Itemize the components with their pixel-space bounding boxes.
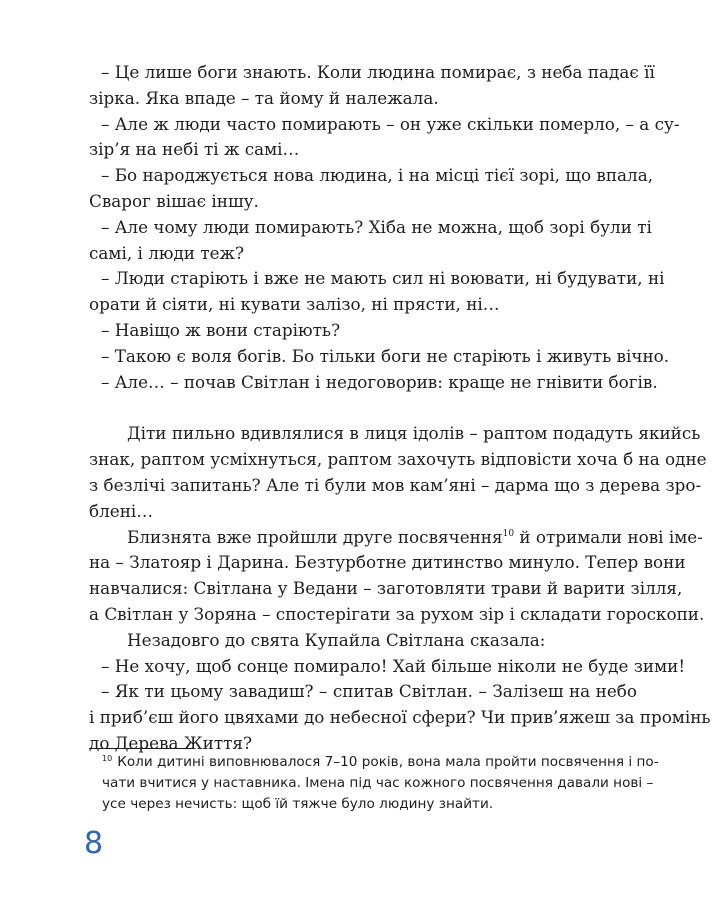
footnote-reference: 10 — [502, 528, 515, 539]
text-line: з безлічі запитань? Але ті були мов кам’яні – дарма що з дерева зро- — [89, 474, 702, 495]
paragraph-3 — [89, 628, 711, 757]
footnote-line — [102, 752, 659, 773]
text-line: – Але чому люди помирають? Хіба не можна, щоб зорі були ті — [101, 216, 652, 237]
text-line: навчалися: Світлана у Ведани – заготовляти трави й варити зілля, — [89, 578, 683, 599]
paragraph-gap — [89, 395, 637, 421]
page-body — [89, 60, 711, 757]
footnote-number: 10 — [102, 754, 113, 763]
text-line: – Як ти цьому завадиш? – спитав Світлан. – Залізеш на небо — [101, 681, 637, 702]
text-line: знак, раптом усміхнуться, раптом захочуть відповісти хоча б на одне — [89, 449, 707, 470]
text-line: а Світлан у Зоряна – спостерігати за рухом зір і складати гороскопи. — [89, 603, 705, 624]
text-line: – Бо народжується нова людина, і на місці тієї зорі, що впала, — [101, 165, 654, 186]
paragraph-2 — [89, 525, 705, 628]
text-line: блені… — [89, 500, 154, 521]
text-line: самі, і люди теж? — [89, 242, 244, 263]
text-line: – Не хочу, щоб сонце помирало! Хай більше ніколи не буде зими! — [101, 655, 686, 676]
text-line: Сварог вішає іншу. — [89, 190, 259, 211]
text-line — [89, 525, 703, 551]
text-line: – Навіщо ж вони старіють? — [101, 319, 341, 340]
text-line: – Такою є воля богів. Бо тільки боги не старіють і живуть вічно. — [101, 345, 670, 366]
footnote-divider — [89, 748, 193, 749]
text-line: – Це лише боги знають. Коли людина помирає, з неба падає її — [101, 62, 655, 82]
text-line: – Люди старіють і вже не мають сил ні воювати, ні будувати, ні — [101, 268, 665, 289]
footnote-line: усе через нечисть: щоб їй тяжче було людину знайти. — [102, 796, 494, 812]
text-line: до Дерева Життя? — [89, 732, 252, 753]
text-segment: й отримали нові іме- — [514, 526, 703, 547]
text-line: Незадовго до свята Купайла Світлана сказала: — [127, 629, 546, 650]
text-line: орати й сіяти, ні кувати залізо, ні прясти, ні… — [89, 294, 500, 315]
text-line: – Але ж люди часто помирають – он уже скільки померло, – а су- — [101, 113, 680, 134]
text-line: зірка. Яка впаде – та йому й належала. — [89, 87, 439, 108]
text-line: – Але… – почав Світлан і недоговорив: краще не гнівити богів. — [101, 371, 658, 392]
footnote-line: чати вчитися у наставника. Імена під час кожного посвячення давали нові – — [102, 775, 654, 791]
text-line: зір’я на небі ті ж самі… — [89, 139, 300, 160]
page-number: 8 — [84, 826, 104, 861]
footnote — [102, 752, 659, 815]
text-line: на – Златояр і Дарина. Безтурботне дитинство минуло. Тепер вони — [89, 552, 686, 573]
text-segment: Близнята вже пройшли друге посвячення — [127, 526, 503, 547]
dialogue-block — [89, 60, 680, 395]
text-line: Діти пильно вдивлялися в лиця ідолів – раптом подадуть якийсь — [127, 423, 701, 444]
paragraph-1 — [89, 421, 707, 524]
footnote-text: Коли дитині виповнювалося 7–10 років, вона мала пройти посвячення і по- — [117, 754, 659, 770]
text-line: і приб’єш його цвяхами до небесної сфери? Чи прив’яжеш за промінь — [89, 707, 711, 728]
